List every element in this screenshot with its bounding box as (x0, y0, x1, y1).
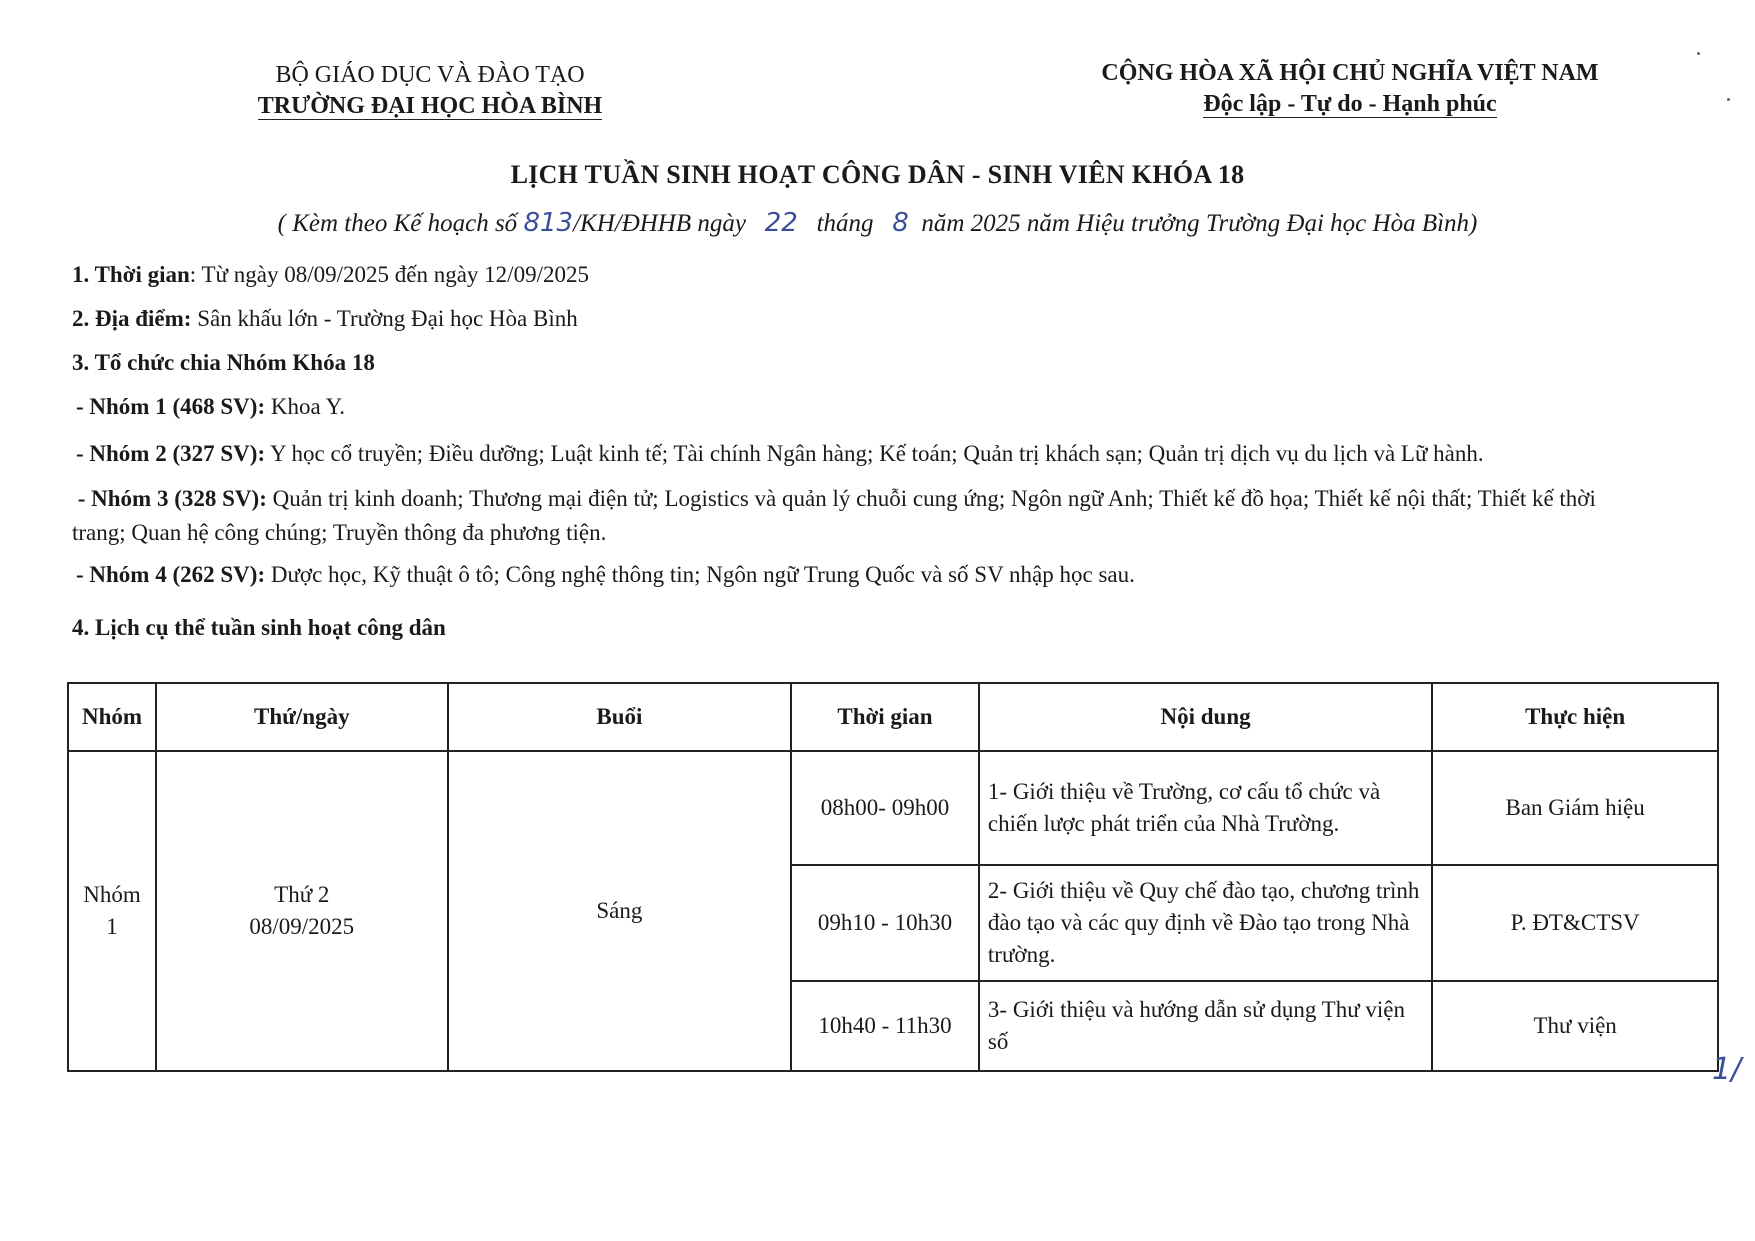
ministry-name (250, 62, 610, 89)
schedule-table (67, 682, 1719, 1072)
time-cell: 10h40 - 11h30 (791, 981, 979, 1071)
group1-line (76, 394, 345, 420)
scan-dot (1727, 98, 1730, 101)
day-name: Thứ 2 (274, 882, 330, 907)
group-cell (68, 751, 156, 1071)
table-header-row (68, 683, 1718, 751)
university-text: TRƯỜNG ĐẠI HỌC HÒA BÌNH (257, 93, 603, 119)
header-session: Buổi (448, 683, 791, 751)
subtitle-part1: ( Kèm theo Kế hoạch số (277, 210, 524, 237)
header-time: Thời gian (791, 683, 979, 751)
by-cell: P. ĐT&CTSV (1432, 865, 1718, 981)
groups-heading (72, 350, 375, 376)
place-label: 2. Địa điểm: (72, 306, 192, 331)
by-cell: Thư viện (1432, 981, 1718, 1071)
header-group: Nhóm (68, 683, 156, 751)
session-cell: Sáng (448, 751, 791, 1071)
group2-value: Y học cổ truyền; Điều dưỡng; Luật kinh tế; Tài chính Ngân hàng; Kế toán; Quản trị khách sạn; Quản trị dịch vụ du lịch và Lữ hành. (265, 441, 1484, 466)
time-label: 1. Thời gian (72, 262, 190, 287)
place-line (72, 306, 578, 332)
time-cell: 08h00- 09h00 (791, 751, 979, 865)
university-name (240, 93, 620, 120)
content-cell: 2- Giới thiệu về Quy chế đào tạo, chương trình đào tạo và các quy định về Đào tạo trong Nhà trường. (979, 865, 1432, 981)
group1-label: - Nhóm 1 (468 SV): (76, 394, 266, 419)
group4-line (76, 562, 1135, 588)
group2-line (76, 441, 1484, 467)
group3-value: Quản trị kinh doanh; Thương mại điện tử; Logistics và quản lý chuỗi cung ứng; Ngôn ngữ Anh; Thiết kế đồ họa; Thiết kế nội thất; Thiết kế thời trang; Quan hệ công chúng; Truyền thông đa phương tiện. (72, 486, 1596, 545)
time-value: : Từ ngày 08/09/2025 đến ngày 12/09/2025 (189, 262, 589, 287)
time-line (72, 262, 589, 288)
group3-label: - Nhóm 3 (328 SV): (77, 486, 267, 511)
handwritten-number: 813 (523, 208, 574, 238)
subtitle-part3: tháng (810, 210, 880, 237)
day-date: 08/09/2025 (249, 914, 355, 939)
time-cell: 09h10 - 10h30 (791, 865, 979, 981)
handwritten-day: 22 (764, 208, 798, 238)
subtitle-part2: /KH/ĐHHB ngày (573, 210, 753, 237)
schedule-heading-text: 4. Lịch cụ thể tuần sinh hoạt công dân (72, 615, 446, 640)
group2-label: - Nhóm 2 (327 SV): (76, 441, 266, 466)
margin-mark: 1/ (1712, 1052, 1742, 1087)
document-title: LỊCH TUẦN SINH HOẠT CÔNG DÂN - SINH VIÊN KHÓA 18 (510, 160, 1245, 189)
republic-text: CỘNG HÒA XÃ HỘI CHỦ NGHĨA VIỆT NAM (1101, 60, 1599, 86)
header-day: Thứ/ngày (156, 683, 448, 751)
republic-name (1080, 60, 1620, 87)
document-subtitle (0, 208, 1755, 238)
table-row (68, 751, 1718, 865)
header-by: Thực hiện (1432, 683, 1718, 751)
groups-heading-text: 3. Tổ chức chia Nhóm Khóa 18 (72, 350, 375, 375)
handwritten-month: 8 (892, 208, 909, 238)
content-cell: 3- Giới thiệu và hướng dẫn sử dụng Thư viện số (979, 981, 1432, 1071)
by-cell: Ban Giám hiệu (1432, 751, 1718, 865)
group4-value: Dược học, Kỹ thuật ô tô; Công nghệ thông tin; Ngôn ngữ Trung Quốc và số SV nhập học sau. (265, 562, 1135, 587)
group1-value: Khoa Y. (265, 394, 345, 419)
motto (1080, 91, 1620, 118)
header-content: Nội dung (979, 683, 1432, 751)
scan-dot (1697, 52, 1700, 55)
group-text: Nhóm 1 (83, 882, 141, 939)
content-cell: 1- Giới thiệu về Trường, cơ cấu tổ chức và chiến lược phát triển của Nhà Trường. (979, 751, 1432, 865)
motto-text: Độc lập - Tự do - Hạnh phúc (1203, 91, 1497, 117)
schedule-heading (72, 615, 446, 641)
place-value: Sân khấu lớn - Trường Đại học Hòa Bình (191, 306, 578, 331)
subtitle-part4: năm 2025 năm Hiệu trưởng Trường Đại học Hòa Bình) (915, 210, 1478, 237)
group3-line (72, 482, 1632, 550)
group4-label: - Nhóm 4 (262 SV): (76, 562, 266, 587)
day-cell (156, 751, 448, 1071)
ministry-text: BỘ GIÁO DỤC VÀ ĐÀO TẠO (275, 62, 585, 88)
